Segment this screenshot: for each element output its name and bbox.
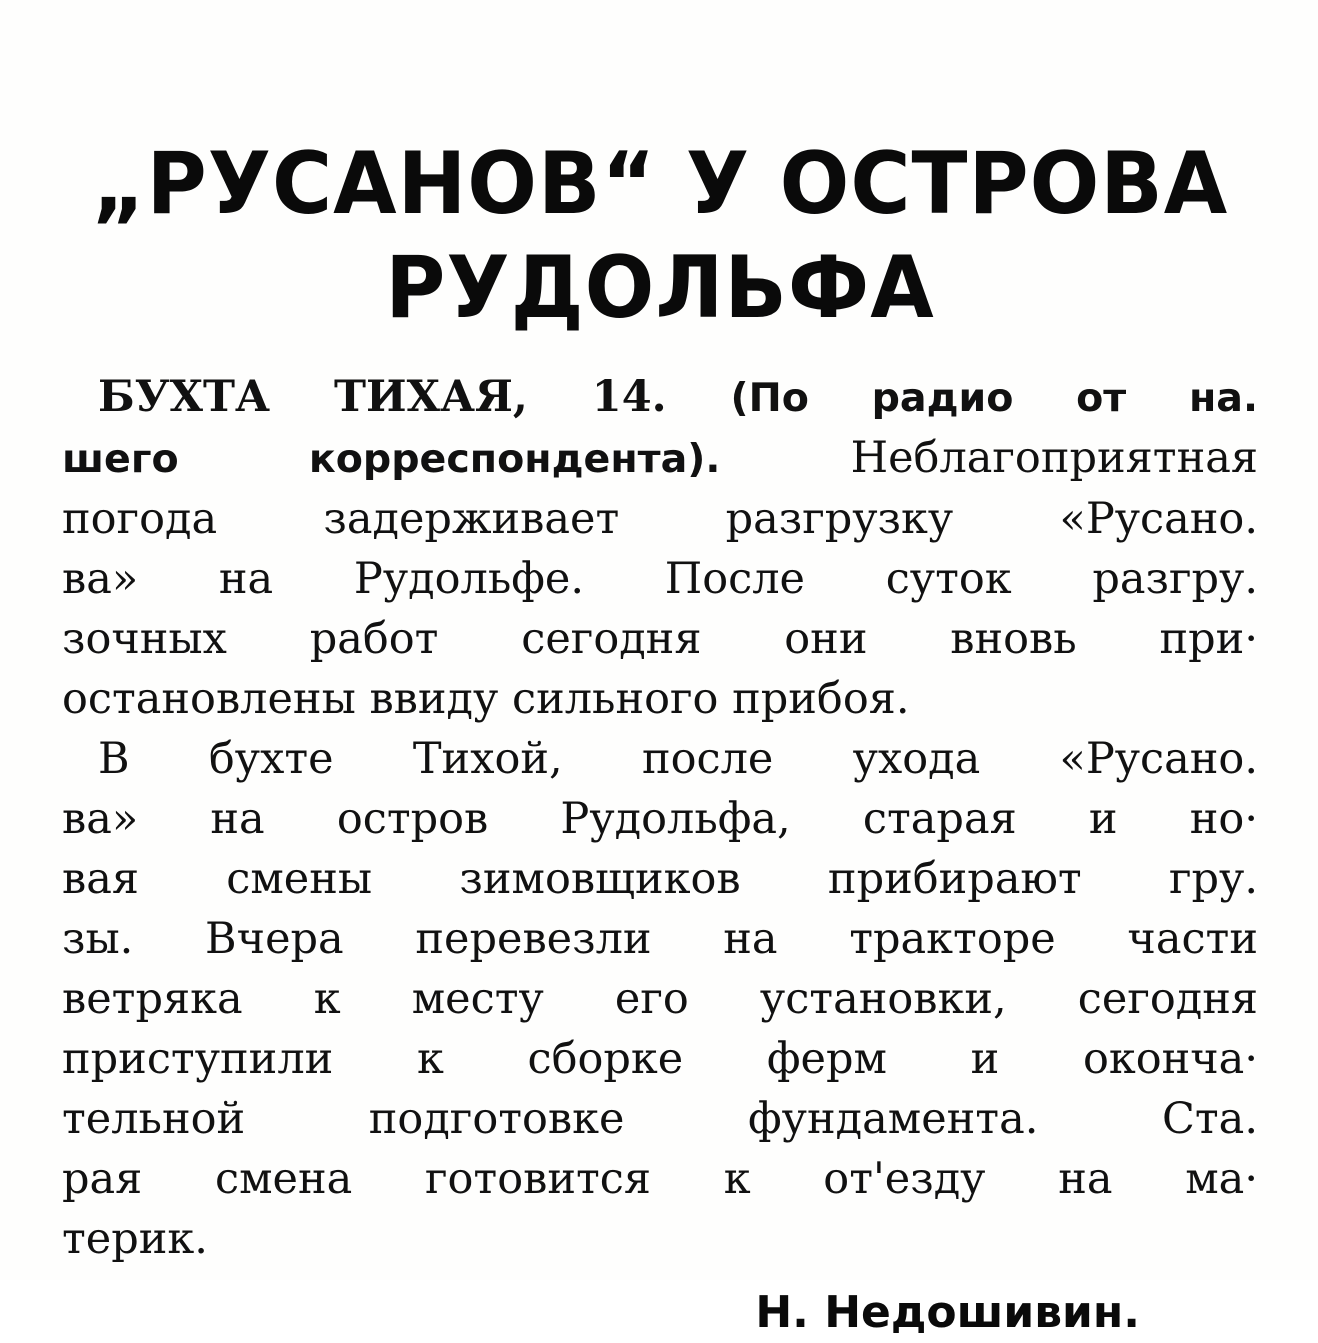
text-segment: БУХТА ТИХАЯ, 14. — [98, 372, 731, 422]
text-segment: В бухте Тихой, после ухода «Русано. — [98, 734, 1258, 784]
headline-line-1: „РУСАНОВ“ У ОСТРОВА — [91, 135, 1229, 234]
text-segment: (По радио от на. — [730, 375, 1258, 421]
text-segment: ветряка к месту его установки, сегодня — [62, 974, 1258, 1024]
text-segment: шего корреспондента). — [62, 436, 851, 482]
text-segment: тельной подготовке фундамента. Ста. — [62, 1094, 1258, 1144]
body-line — [62, 1209, 1258, 1269]
article-body — [62, 367, 1258, 1269]
article-signature: Н. Недошивин. — [755, 1287, 1140, 1338]
text-segment: погода задерживает разгрузку «Русано. — [62, 494, 1258, 544]
text-segment: ва» на Рудольфе. После суток разгру. — [62, 554, 1258, 604]
body-line — [62, 909, 1258, 969]
body-line — [62, 549, 1258, 609]
body-line — [62, 489, 1258, 549]
text-segment: приступили к сборке ферм и оконча· — [62, 1034, 1258, 1084]
body-line — [62, 1149, 1258, 1209]
body-line — [62, 1029, 1258, 1089]
body-line — [62, 367, 1258, 428]
body-line — [62, 669, 1258, 729]
text-segment: зы. Вчера перевезли на тракторе части — [62, 914, 1258, 964]
text-segment: рая смена готовится к от'езду на ма· — [62, 1154, 1258, 1204]
headline-line-2: РУДОЛЬФА — [385, 239, 935, 338]
body-line — [62, 969, 1258, 1029]
body-line — [62, 729, 1258, 789]
text-segment: терик. — [62, 1214, 208, 1264]
article-headline — [62, 133, 1258, 341]
body-line — [62, 428, 1258, 489]
body-line — [62, 1089, 1258, 1149]
text-segment: вая смены зимовщиков прибирают гру. — [62, 854, 1258, 904]
text-segment: ва» на остров Рудольфа, старая и но· — [62, 794, 1258, 844]
body-line — [62, 789, 1258, 849]
text-segment: остановлены ввиду сильного прибоя. — [62, 674, 910, 724]
text-segment: зочных работ сегодня они вновь при· — [62, 614, 1258, 664]
body-line — [62, 849, 1258, 909]
text-segment: Неблагоприятная — [850, 433, 1258, 483]
body-line — [62, 609, 1258, 669]
